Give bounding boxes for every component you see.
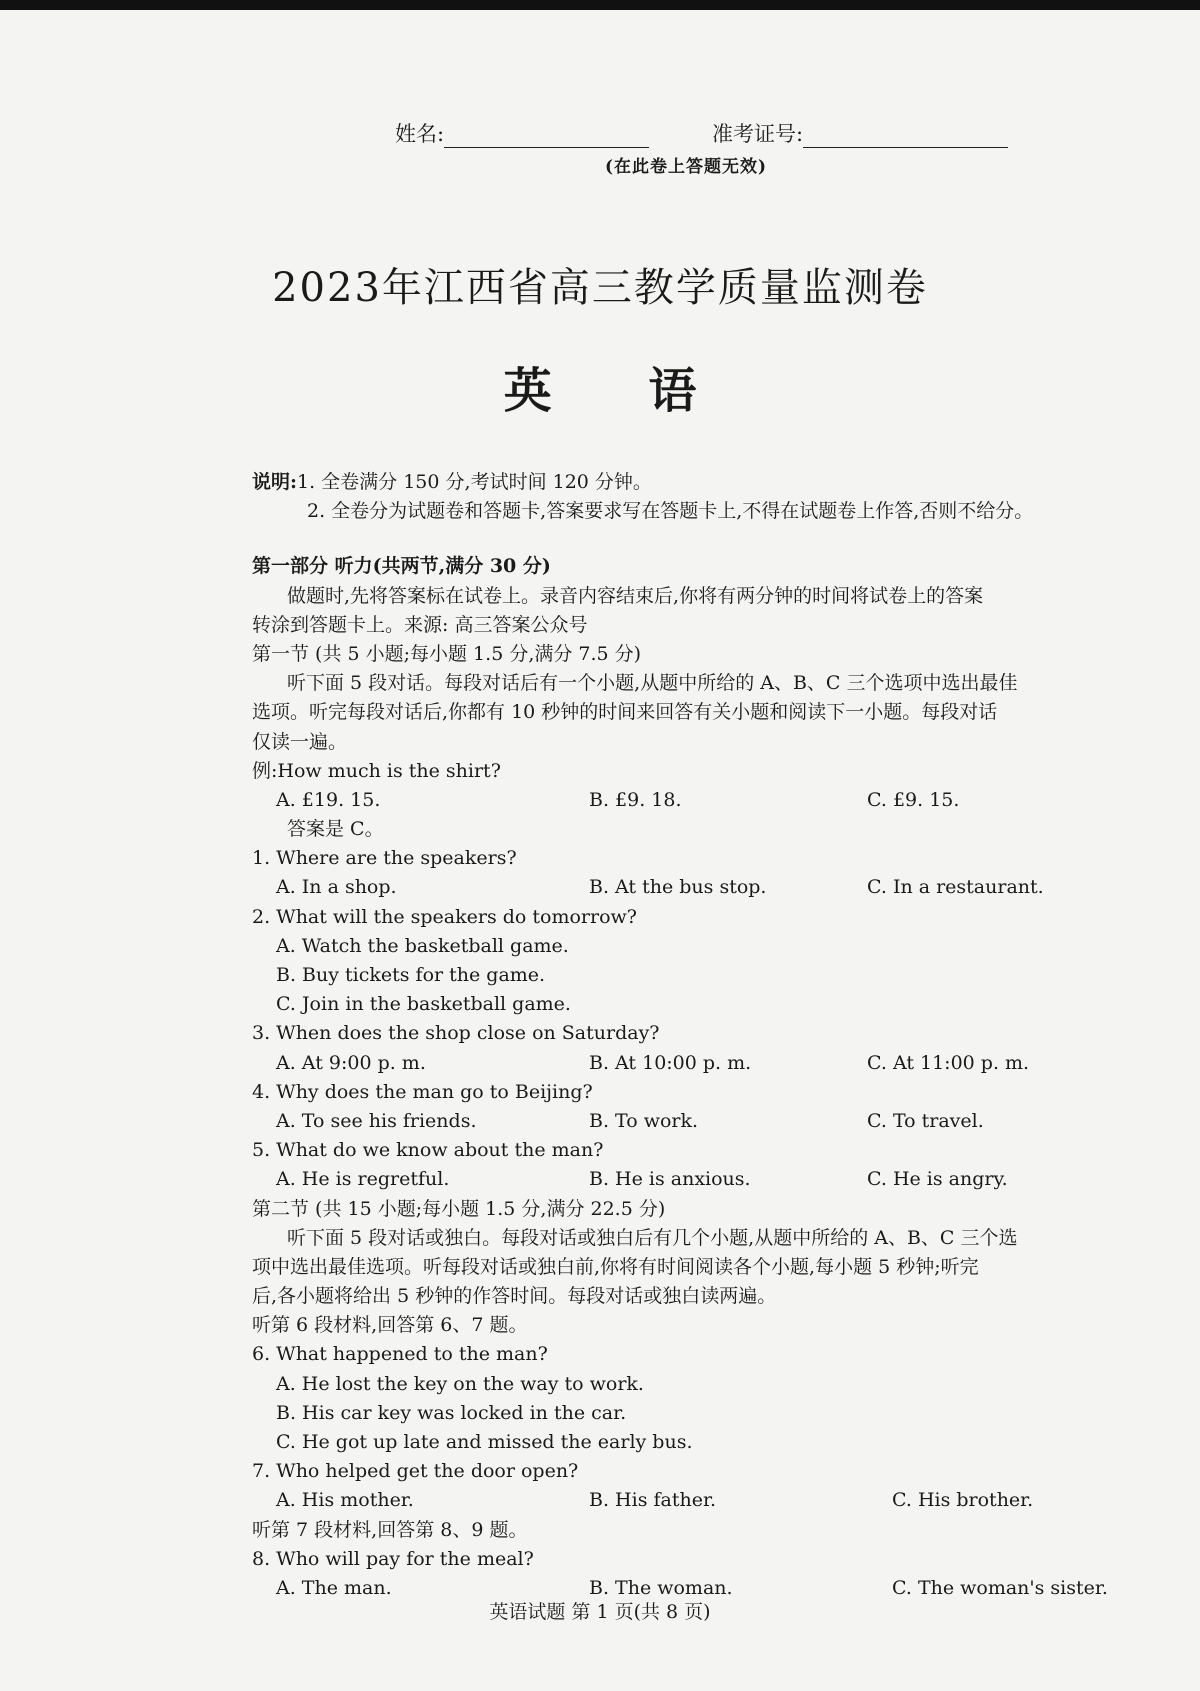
section1-intro: 选项。听完每段对话后,你都有 10 秒钟的时间来回答有关小题和阅读下一小题。每段对话 (252, 701, 998, 724)
option-a: A. He is regretful. (276, 1168, 450, 1191)
question-3: 3. When does the shop close on Saturday? (252, 1022, 660, 1045)
example-question: 例:How much is the shirt? (252, 759, 501, 782)
option-a: A. The man. (276, 1576, 392, 1599)
option-c: C. He is angry. (867, 1168, 1008, 1191)
section2-intro: 后,各小题将给出 5 秒钟的作答时间。每段对话或独白读两遍。 (252, 1285, 777, 1308)
option-b: B. To work. (589, 1109, 699, 1132)
option-a: A. Watch the basketball game. (276, 934, 569, 957)
option-a: A. To see his friends. (276, 1109, 477, 1132)
option-c: C. In a restaurant. (867, 876, 1044, 899)
question-1-options (252, 873, 1182, 902)
section1-intro: 听下面 5 段对话。每段对话后有一个小题,从题中所给的 A、B、C 三个选项中选出最佳 (287, 672, 1018, 695)
material-6-heading: 听第 6 段材料,回答第 6、7 题。 (252, 1314, 528, 1337)
question-7: 7. Who helped get the door open? (252, 1460, 579, 1483)
question-3-options (252, 1049, 1182, 1078)
spacer (252, 526, 1182, 552)
question-5: 5. What do we know about the man? (252, 1139, 604, 1162)
option-c: C. His brother. (892, 1489, 1034, 1512)
subject-title: 英 语 (503, 363, 697, 419)
question-4: 4. Why does the man go to Beijing? (252, 1080, 593, 1103)
option-b: B. The woman. (589, 1576, 733, 1599)
instructions-label: 说明: (252, 471, 298, 493)
section1-intro: 仅读一遍。 (252, 730, 348, 753)
option-a: A. His mother. (276, 1489, 414, 1512)
section2-heading: 第二节 (共 15 小题;每小题 1.5 分,满分 22.5 分) (252, 1197, 666, 1220)
exam-title: 2023年江西省高三教学质量监测卷 (272, 265, 928, 311)
question-6: 6. What happened to the man? (252, 1343, 548, 1366)
instructions-item-2: 2. 全卷分为试题卷和答题卡,答案要求写在答题卡上,不得在试题卷上作答,否则不给分。 (307, 500, 1034, 523)
example-answer: 答案是 C。 (287, 818, 384, 841)
option-b: B. He is anxious. (589, 1168, 751, 1191)
question-8: 8. Who will pay for the meal? (252, 1547, 534, 1570)
section1-heading: 第一节 (共 5 小题;每小题 1.5 分,满分 7.5 分) (252, 642, 642, 665)
option-c: C. At 11:00 p. m. (867, 1051, 1030, 1074)
exam-number-label: 准考证号: (712, 122, 804, 146)
name-label: 姓名: (395, 122, 445, 146)
option-a: A. He lost the key on the way to work. (276, 1372, 644, 1395)
exam-number-field (712, 118, 1008, 148)
section2-intro: 项中选出最佳选项。听每段对话或独白前,你将有时间阅读各个小题,每小题 5 秒钟;听完 (252, 1255, 979, 1278)
option-b: B. At the bus stop. (589, 876, 767, 899)
option-a: A. At 9:00 p. m. (276, 1051, 426, 1074)
example-options (252, 786, 1182, 815)
question-4-options (252, 1107, 1182, 1136)
name-blank (444, 125, 649, 148)
option-c: C. £9. 15. (867, 788, 960, 811)
option-a: A. In a shop. (276, 876, 397, 899)
option-c: C. The woman's sister. (892, 1576, 1108, 1599)
instructions-item-1: 说明:1. 全卷满分 150 分,考试时间 120 分钟。 (252, 471, 652, 493)
section2-intro: 听下面 5 段对话或独白。每段对话或独白后有几个小题,从题中所给的 A、B、C 三个选 (287, 1226, 1018, 1249)
question-2: 2. What will the speakers do tomorrow? (252, 905, 637, 928)
question-5-options (252, 1165, 1182, 1194)
option-b: B. His father. (589, 1489, 716, 1512)
page-footer: 英语试题 第 1 页(共 8 页) (489, 1601, 711, 1623)
option-c: C. To travel. (867, 1109, 984, 1132)
option-b: B. At 10:00 p. m. (589, 1051, 752, 1074)
exam-number-blank (803, 125, 1008, 148)
option-a: A. £19. 15. (276, 788, 381, 811)
option-b: B. £9. 18. (589, 788, 682, 811)
option-c: C. He got up late and missed the early bus. (276, 1431, 693, 1453)
scan-top-border (0, 0, 1200, 10)
part1-heading: 第一部分 听力(共两节,满分 30 分) (252, 555, 551, 578)
part1-intro: 做题时,先将答案标在试卷上。录音内容结束后,你将有两分钟的时间将试卷上的答案 (287, 584, 984, 607)
question-1: 1. Where are the speakers? (252, 847, 517, 870)
exam-body (252, 468, 1182, 1603)
part1-intro: 转涂到答题卡上。来源: 高三答案公众号 (252, 613, 588, 636)
option-b: B. His car key was locked in the car. (276, 1401, 627, 1424)
name-field (395, 118, 649, 148)
option-b: B. Buy tickets for the game. (276, 964, 546, 986)
material-7-heading: 听第 7 段材料,回答第 8、9 题。 (252, 1518, 528, 1541)
option-c: C. Join in the basketball game. (276, 993, 571, 1016)
question-7-options (252, 1486, 1182, 1515)
invalid-answer-note: (在此卷上答题无效) (605, 157, 768, 177)
